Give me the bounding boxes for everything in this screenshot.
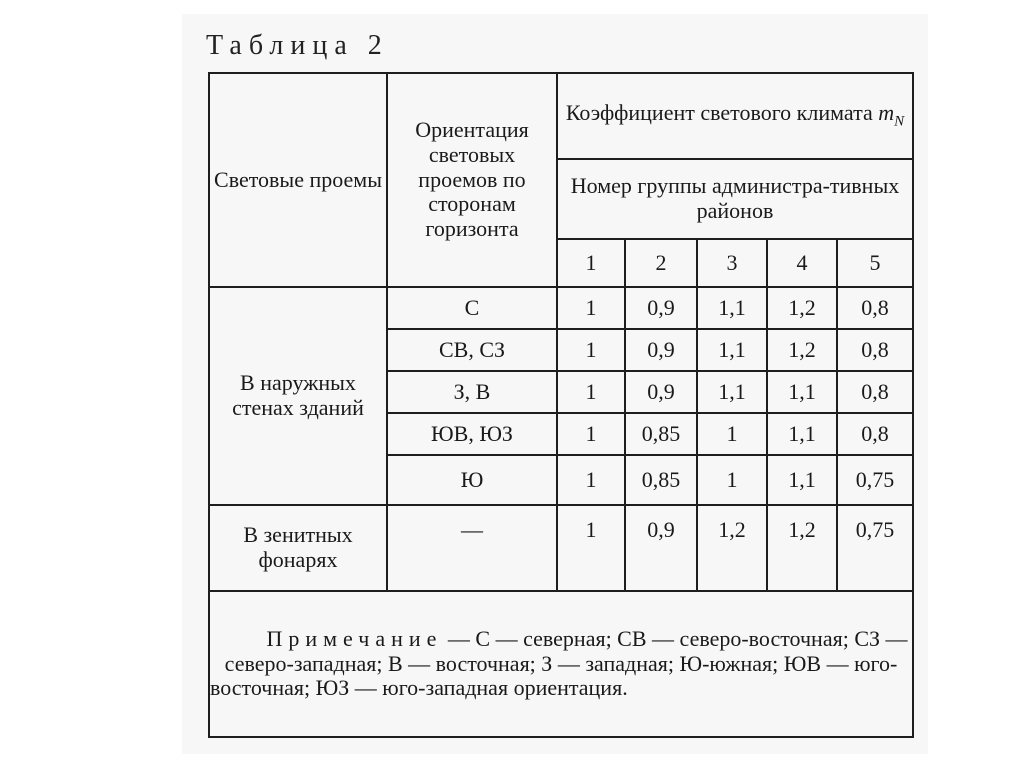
value-cell: 0,9 <box>625 505 697 591</box>
table-row <box>209 287 913 329</box>
group-number-1: 1 <box>557 239 625 287</box>
value-cell: 0,85 <box>625 455 697 505</box>
value-cell: 1,2 <box>767 329 837 371</box>
section-label-walls: В наружных стенах зданий <box>209 287 387 505</box>
value-cell: 1 <box>557 505 625 591</box>
value-cell: 1 <box>697 413 767 455</box>
value-cell: 0,85 <box>625 413 697 455</box>
header-coefficient <box>557 73 913 159</box>
value-cell: 1 <box>557 371 625 413</box>
header-openings: Световые проемы <box>209 73 387 287</box>
group-number-3: 3 <box>697 239 767 287</box>
value-cell: 1 <box>557 329 625 371</box>
value-cell: 1,1 <box>767 455 837 505</box>
value-cell: 1 <box>557 287 625 329</box>
note-label: Примечание <box>266 626 443 652</box>
table-title: Таблица 2 <box>206 30 389 61</box>
group-number-4: 4 <box>767 239 837 287</box>
value-cell: 0,8 <box>837 329 913 371</box>
value-cell: 0,75 <box>837 455 913 505</box>
value-cell: 0,9 <box>625 329 697 371</box>
coefficient-symbol <box>878 100 905 130</box>
value-cell: 0,75 <box>837 505 913 591</box>
value-cell: 1,2 <box>767 287 837 329</box>
orientation-cell: Ю <box>387 455 557 505</box>
header-row-1 <box>209 73 913 159</box>
value-cell: 1,2 <box>767 505 837 591</box>
value-cell: 0,9 <box>625 371 697 413</box>
table-row <box>209 505 913 591</box>
header-orientation: Ориентация световых проемов по сторонам горизонта <box>387 73 557 287</box>
value-cell: 1 <box>557 413 625 455</box>
value-cell: 0,8 <box>837 287 913 329</box>
orientation-cell: З, В <box>387 371 557 413</box>
coefficient-subscript: N <box>894 113 905 130</box>
value-cell: 0,9 <box>625 287 697 329</box>
value-cell: 1,1 <box>697 329 767 371</box>
value-cell: 1,1 <box>697 287 767 329</box>
value-cell: 0,8 <box>837 413 913 455</box>
orientation-cell: С <box>387 287 557 329</box>
value-cell: 1,2 <box>697 505 767 591</box>
note-row <box>209 591 913 737</box>
header-group-number: Номер группы администра-тивных районов <box>557 159 913 239</box>
coefficient-symbol-m: m <box>878 100 895 126</box>
table-note <box>209 591 913 737</box>
value-cell: 1 <box>557 455 625 505</box>
orientation-cell: — <box>387 505 557 591</box>
value-cell: 1,1 <box>697 371 767 413</box>
climate-coefficient-table <box>208 72 914 738</box>
coefficient-label: Коэффициент светового климата <box>565 100 873 126</box>
orientation-cell: ЮВ, ЮЗ <box>387 413 557 455</box>
group-number-5: 5 <box>837 239 913 287</box>
note-text: — С — северная; СВ — северо-восточная; СЗ — северо-западная; В — восточная; З — западная; Ю-южная; ЮВ — юго-восточная; ЮЗ — юго-западная ориентация. <box>210 626 908 701</box>
value-cell: 1,1 <box>767 413 837 455</box>
orientation-cell: СВ, СЗ <box>387 329 557 371</box>
value-cell: 1,1 <box>767 371 837 413</box>
value-cell: 0,8 <box>837 371 913 413</box>
value-cell: 1 <box>697 455 767 505</box>
section-label-skylights: В зенитных фонарях <box>209 505 387 591</box>
group-number-2: 2 <box>625 239 697 287</box>
